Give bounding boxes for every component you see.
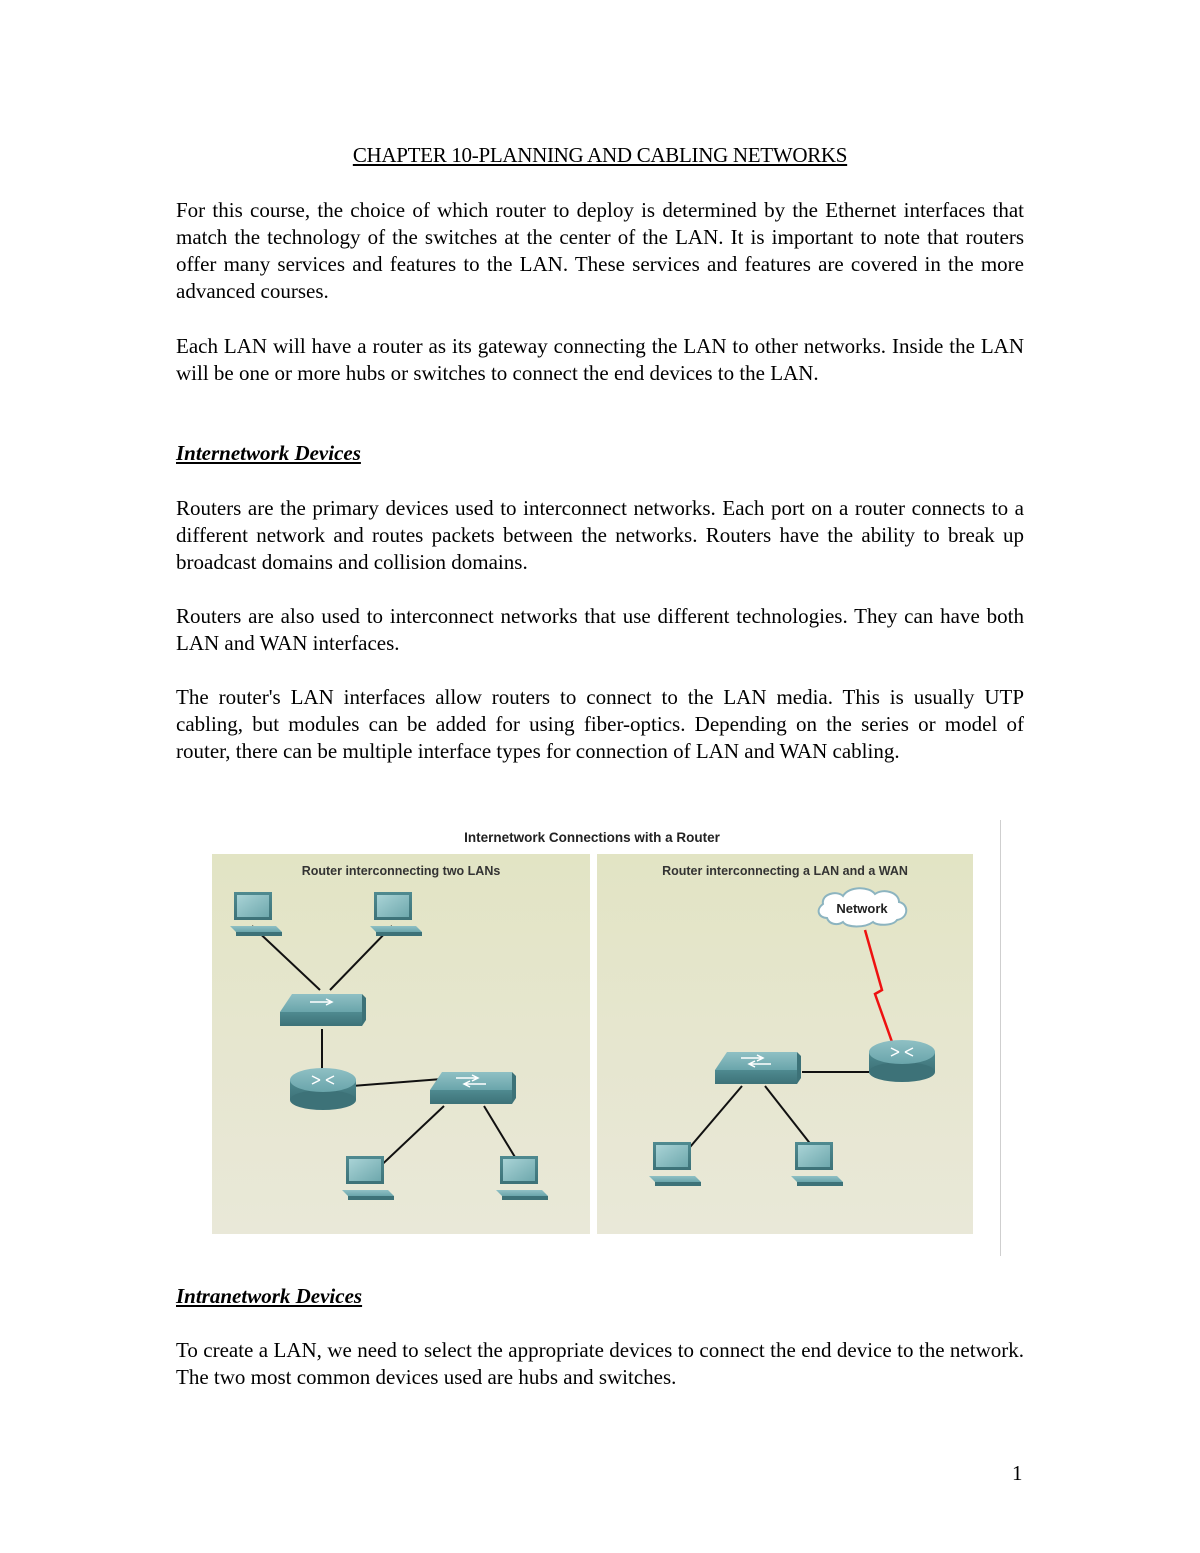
cable-links: [679, 1072, 869, 1160]
paragraph-create-lan: To create a LAN, we need to select the appropriate devices to connect the end device to the network. The two most common devices used are hubs and switches.: [176, 1338, 1024, 1389]
paragraph-lan-gateway: Each LAN will have a router as its gateway connecting the LAN to other networks. Inside the LAN will be one or more hubs or switches to connect the end devices to the LAN.: [176, 334, 1024, 385]
switch-icon: [715, 1052, 801, 1084]
paragraph-router-choice: For this course, the choice of which router to deploy is determined by the Ethernet interfaces that match the technology of the switches at the center of the LAN. It is important to note that routers offer many services and features to the LAN. These services and features are covered in the more advanced courses.: [176, 198, 1024, 303]
figure-border-line: [1000, 820, 1001, 1256]
pc-icon: [370, 892, 422, 936]
chapter-title: CHAPTER 10-PLANNING AND CABLING NETWORKS: [352, 143, 848, 167]
panel-label-two-lans: Router interconnecting two LANs: [301, 864, 501, 878]
switch-icon: [280, 994, 366, 1026]
panel-lan-and-wan: [597, 854, 973, 1234]
cloud-label: Network: [836, 901, 888, 916]
pc-icon: [230, 892, 282, 936]
cable-router-switch2: [352, 1079, 442, 1086]
diagram-two-lans: [212, 854, 590, 1234]
heading-internetwork-devices: Internetwork Devices: [176, 441, 361, 465]
paragraph-router-lan-interfaces: The router's LAN interfaces allow routers to connect to the LAN media. This is usually UTP cabling, but modules can be added for using fiber-optics. Depending on the series or model of router, there can be multiple interface types for connection of LAN and WAN cabling.: [176, 685, 1024, 763]
router-icon: [869, 1040, 935, 1082]
page-number: 1: [1012, 1461, 1023, 1485]
figure-title: Internetwork Connections with a Router: [464, 830, 720, 845]
paragraph-routers-primary: Routers are the primary devices used to interconnect networks. Each port on a router connects to a different network and routes packets between the networks. Routers have the ability to break up broadcast domains and collision domains.: [176, 496, 1024, 574]
paragraph-routers-technologies: Routers are also used to interconnect networks that use different technologies. They can have both LAN and WAN interfaces.: [176, 604, 1024, 655]
panel-label-lan-and-wan: Router interconnecting a LAN and a WAN: [662, 864, 908, 878]
wan-serial-link: [865, 930, 897, 1056]
switch-icon: [430, 1072, 516, 1104]
router-icon: [290, 1068, 356, 1110]
internetwork-figure: [212, 820, 1002, 1260]
pc-icon: [342, 1156, 394, 1200]
cable-links: [252, 926, 524, 1174]
pc-icon: [496, 1156, 548, 1200]
pc-icon: [649, 1142, 701, 1186]
diagram-lan-and-wan: [597, 854, 973, 1234]
panel-two-lans: [212, 854, 590, 1234]
heading-intranetwork-devices: Intranetwork Devices: [176, 1284, 363, 1308]
pc-icon: [791, 1142, 843, 1186]
